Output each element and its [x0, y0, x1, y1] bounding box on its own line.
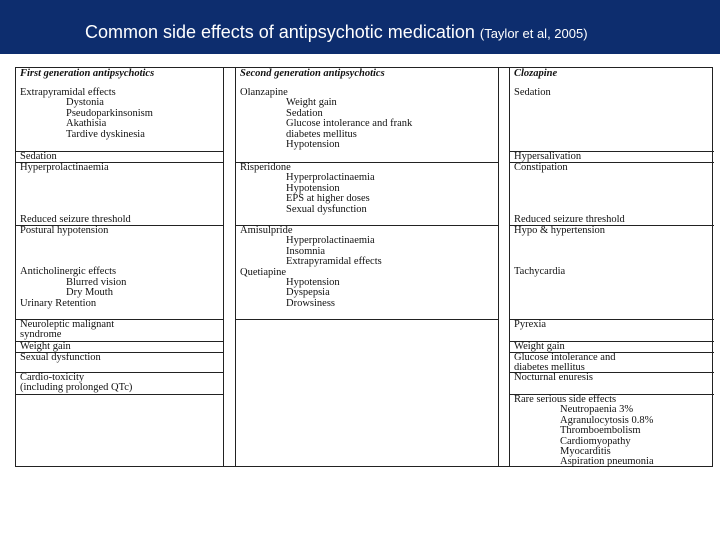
c1-sedation: Sedation	[20, 151, 57, 162]
c1-weight: Weight gain	[20, 341, 71, 352]
c2-olanzapine-label: Olanzapine	[240, 87, 288, 98]
c1-cardio-line: Cardio-toxicity	[20, 372, 85, 383]
c2-olanzapine-item: diabetes mellitus	[286, 128, 357, 140]
c3-rare-item: Aspiration pneumonia	[560, 456, 654, 468]
c1-nms-line: Neuroleptic malignant	[20, 319, 115, 330]
c3-rare-item: Myocarditis	[560, 446, 611, 458]
c2-amisulpride-label: Amisulpride	[240, 225, 293, 236]
first-generation-column	[16, 68, 224, 466]
c1-eps-item: Akathisia	[66, 118, 107, 130]
c1-anticholinergic-item: Dry Mouth	[66, 287, 113, 299]
c2-amisulpride-item: Extrapyramidal effects	[286, 256, 382, 268]
c1-empty-cell	[16, 395, 223, 466]
c2-empty-cell	[236, 320, 498, 466]
c3-rare-label: Rare serious side effects	[514, 394, 617, 405]
c3-rare-item: Cardiomyopathy	[560, 435, 631, 447]
c3-tachycardia: Tachycardia	[514, 266, 566, 278]
c3-hypo-hyper: Hypo & hypertension	[514, 225, 605, 236]
c1-hypotension-cell	[16, 226, 223, 320]
c1-nms-cell	[16, 320, 223, 342]
c1-sexual: Sexual dysfunction	[20, 352, 101, 363]
c2-risperidone-item: Sexual dysfunction	[286, 203, 367, 215]
c3-glucose-cell	[510, 353, 714, 373]
c2-amisulpride-item: Hyperprolactinaemia	[286, 235, 375, 247]
c3-constipation-cell	[510, 163, 714, 226]
c1-nms-line: syndrome	[20, 329, 62, 341]
c1-hyperprolactinaemia-cell	[16, 163, 223, 226]
c1-eps-item: Dystonia	[66, 97, 104, 109]
c2-amisulpride-cell	[236, 226, 498, 320]
c1-eps-item: Pseudoparkinsonism	[66, 107, 153, 119]
c2-risperidone-label: Risperidone	[240, 162, 291, 173]
c1-sexual-cell	[16, 353, 223, 373]
title-bar	[0, 0, 720, 54]
clozapine-column	[509, 68, 714, 466]
c2-olanzapine-cell	[236, 68, 498, 163]
c3-header: Clozapine	[514, 68, 558, 79]
c1-eps-item: Tardive dyskinesia	[66, 128, 145, 140]
c3-rare-cell	[510, 395, 714, 466]
c2-risperidone-cell	[236, 163, 498, 226]
c3-hypersalivation: Hypersalivation	[514, 151, 582, 162]
c1-extrapyramidal-cell	[16, 68, 223, 152]
c2-amisulpride-item: Insomnia	[286, 245, 326, 257]
c1-cardio-line: (including prolonged QTc)	[20, 382, 133, 394]
c2-olanzapine-item: Glucose intolerance and frank	[286, 118, 413, 130]
c1-seizure: Reduced seizure threshold	[20, 213, 131, 225]
c3-enuresis-cell	[510, 373, 714, 395]
slide-title	[85, 22, 588, 43]
c3-hypotension-cell	[510, 226, 714, 320]
c2-risperidone-item: EPS at higher doses	[286, 193, 370, 205]
second-generation-column	[235, 68, 499, 466]
c2-risperidone-item: Hypotension	[286, 182, 340, 194]
c3-glucose-line: diabetes mellitus	[514, 362, 585, 374]
c2-quetiapine-item: Drowsiness	[286, 297, 335, 309]
c3-rare-item: Thromboembolism	[560, 425, 641, 437]
c1-cardio-cell	[16, 373, 223, 395]
c2-olanzapine-item: Sedation	[286, 107, 323, 119]
c3-constipation: Constipation	[514, 162, 568, 173]
c3-glucose-line: Glucose intolerance and	[514, 352, 616, 363]
c2-olanzapine-item: Weight gain	[286, 97, 337, 109]
c3-rare-item: Neutropaenia 3%	[560, 404, 634, 416]
c1-anticholinergic-item: Blurred vision	[66, 276, 127, 288]
slide-citation: (Taylor et al, 2005)	[479, 26, 588, 41]
c2-quetiapine-item: Hypotension	[286, 277, 340, 289]
c3-pyrexia: Pyrexia	[514, 319, 547, 330]
c3-seizure: Reduced seizure threshold	[514, 213, 625, 225]
c2-olanzapine-item: Hypotension	[286, 139, 340, 151]
c2-quetiapine-item: Dyspepsia	[286, 287, 330, 299]
c2-risperidone-item: Hyperprolactinaemia	[286, 172, 375, 184]
c3-enuresis: Nocturnal enuresis	[514, 372, 594, 383]
c3-pyrexia-cell	[510, 320, 714, 342]
side-effects-table	[15, 67, 713, 467]
c1-header: First generation antipsychotics	[20, 68, 155, 79]
c3-sedation: Sedation	[514, 87, 551, 98]
c1-hyperprolactinaemia: Hyperprolactinaemia	[20, 162, 109, 173]
slide-title-text: Common side effects of antipsychotic medication	[85, 22, 475, 42]
c3-weight: Weight gain	[514, 341, 565, 352]
c3-rare-item: Agranulocytosis 0.8%	[560, 414, 654, 426]
c1-urinary-retention: Urinary Retention	[20, 297, 97, 309]
c2-quetiapine-label: Quetiapine	[240, 266, 287, 278]
c1-postural: Postural hypotension	[20, 225, 109, 236]
c1-eps-label: Extrapyramidal effects	[20, 87, 116, 98]
c1-anticholinergic-label: Anticholinergic effects	[20, 266, 117, 278]
c3-sedation-cell	[510, 68, 714, 152]
c2-header: Second generation antipsychotics	[240, 68, 385, 79]
